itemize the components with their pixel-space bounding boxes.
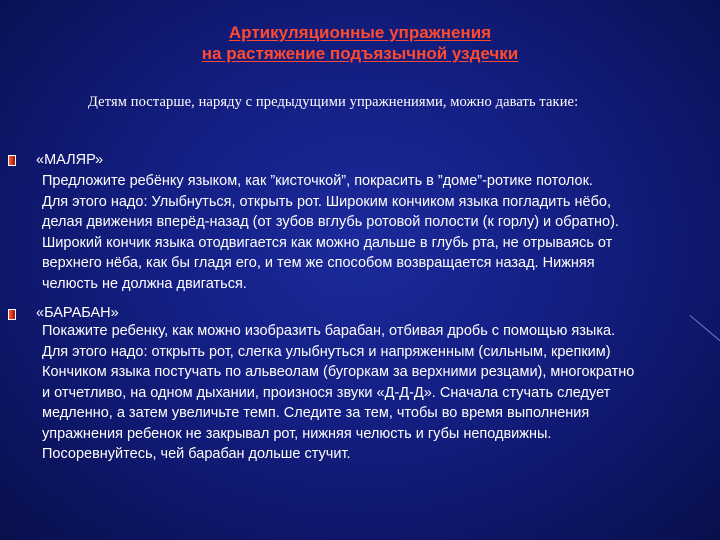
slide-title-line-1: Артикуляционные упражнения: [228, 23, 492, 42]
description-line: Для этого надо: Улыбнуться, открыть рот. Широким кончиком языка погладить нёбо,: [42, 193, 611, 210]
description-line: Покажите ребенку, как можно изобразить барабан, отбивая дробь с помощью языка.: [42, 323, 616, 339]
bullet-square-icon: [8, 155, 16, 166]
exercise-description: [42, 321, 712, 465]
description-line: Для этого надо: открыть рот, слегка улыбнуться и напряженным (сильным, крепким): [42, 343, 611, 360]
slide-title-line-2: на растяжение подъязычной уздечки: [201, 44, 519, 63]
exercise-description: [42, 171, 712, 294]
slide-title: [0, 22, 720, 64]
exercise-title: «МАЛЯР»: [36, 152, 104, 168]
description-line: Предложите ребёнку языком, как ”кисточкой”, покрасить в ”доме”-ротике потолок.: [42, 173, 593, 189]
description-line: и отчетливо, на одном дыхании, произнося звуки «Д-Д-Д». Сначала стучать следует: [42, 384, 611, 401]
description-line: упражнения ребенок не закрывал рот, нижняя челюсть и губы неподвижны.: [42, 425, 552, 442]
description-line: делая движения вперёд-назад (от зубов вглубь ротовой полости (к горлу) и обратно).: [42, 214, 619, 230]
description-line: Широкий кончик языка отодвигается как можно дальше в глубь рта, не отрываясь от: [42, 234, 613, 251]
description-line: челюсть не должна двигаться.: [42, 275, 247, 292]
bullet-square-icon: [8, 309, 16, 320]
intro-text: Детям постарше, наряду с предыдущими упражнениями, можно давать такие:: [88, 94, 579, 110]
description-line: Кончиком языка постучать по альвеолам (бугоркам за верхними резцами), многократно: [42, 364, 635, 380]
description-line: медленно, а затем увеличьте темп. Следите за тем, чтобы во время выполнения: [42, 405, 590, 421]
description-line: верхнего нёба, как бы гладя его, и тем же способом возвращается назад. Нижняя: [42, 255, 595, 271]
exercise-title: «БАРАБАН»: [36, 305, 119, 321]
description-line: Посоревнуйтесь, чей барабан дольше стучит.: [42, 446, 351, 462]
